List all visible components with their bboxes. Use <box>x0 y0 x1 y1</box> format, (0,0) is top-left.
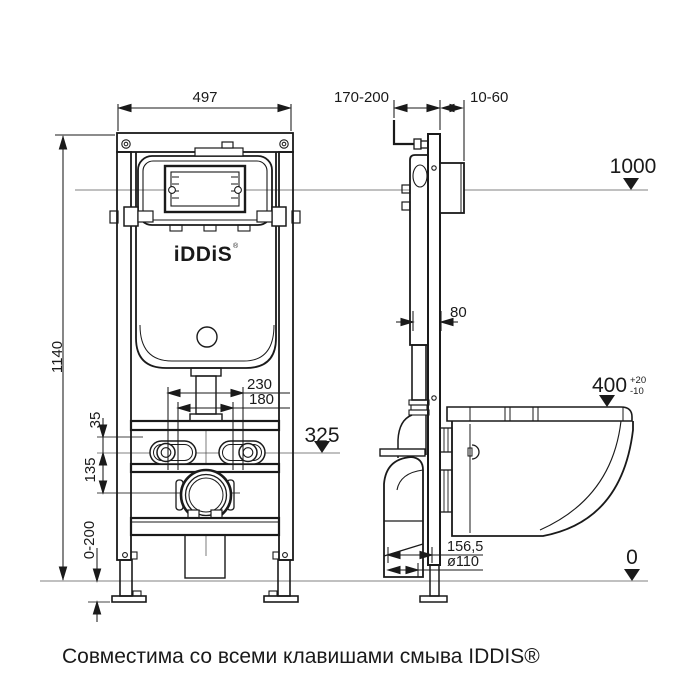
tank-button <box>197 327 217 347</box>
water-inlet-pipe <box>394 120 414 144</box>
side-view <box>380 120 633 602</box>
dim-drain-offset: 156,5 <box>447 539 484 555</box>
bracket-left <box>124 207 138 226</box>
front-view <box>110 133 300 602</box>
foot-plate-right <box>264 596 298 602</box>
fixing-bolt-right <box>239 444 257 462</box>
level-400-tol-plus: +20 <box>630 375 647 386</box>
logo-trademark: ® <box>233 243 239 250</box>
iddis-logo: iDDiS <box>173 243 233 266</box>
level-marker-1000-icon <box>623 178 639 190</box>
foot-left <box>120 560 132 596</box>
dim-frame-height: 1140 <box>49 340 66 374</box>
dim-wall-gap: 10-60 <box>470 89 509 106</box>
toilet-seat <box>447 407 632 421</box>
bracket-right <box>272 207 286 226</box>
dim-bolt-230: 230 <box>247 376 273 393</box>
outlet-box <box>185 535 225 578</box>
dim-offset-35: 35 <box>87 411 104 429</box>
access-tab <box>195 148 243 156</box>
level-400: 400 <box>592 374 628 397</box>
foot-right <box>278 560 290 596</box>
dim-frame-depth: 80 <box>450 304 467 321</box>
wall-plate <box>440 163 464 213</box>
dim-frame-width: 497 <box>192 89 218 106</box>
level-0: 0 <box>626 546 638 569</box>
toilet-bowl <box>452 421 633 536</box>
level-1000: 1000 <box>609 155 657 178</box>
foot-plate-side <box>420 596 447 602</box>
tank-inner-curve <box>140 325 274 361</box>
dim-depth-range: 170-200 <box>333 89 389 106</box>
support-bracket <box>380 449 425 456</box>
level-marker-0-icon <box>624 569 640 581</box>
dim-offset-135: 135 <box>82 457 99 483</box>
bottom-crossbar <box>131 518 279 535</box>
mounting-crossbar-upper <box>131 421 279 430</box>
access-opening <box>165 166 245 212</box>
foot-plate-left <box>112 596 146 602</box>
flush-inlet-bump <box>472 445 479 459</box>
flush-pipe-flange <box>191 368 221 376</box>
drain-elbow <box>384 457 423 577</box>
frame-column-side <box>428 134 440 565</box>
flush-pipe-side <box>412 345 426 400</box>
dim-bolt-180: 180 <box>249 391 275 408</box>
fixing-bolt-left <box>157 444 175 462</box>
compatibility-caption: Совместима со всеми клавишами смыва IDDIS® <box>62 645 540 668</box>
level-400-tol-minus: -10 <box>630 386 644 397</box>
dim-foot-adjust: 0-200 <box>81 520 98 560</box>
level-325: 325 <box>304 424 340 447</box>
dim-drain-diameter: ø110 <box>447 554 479 570</box>
